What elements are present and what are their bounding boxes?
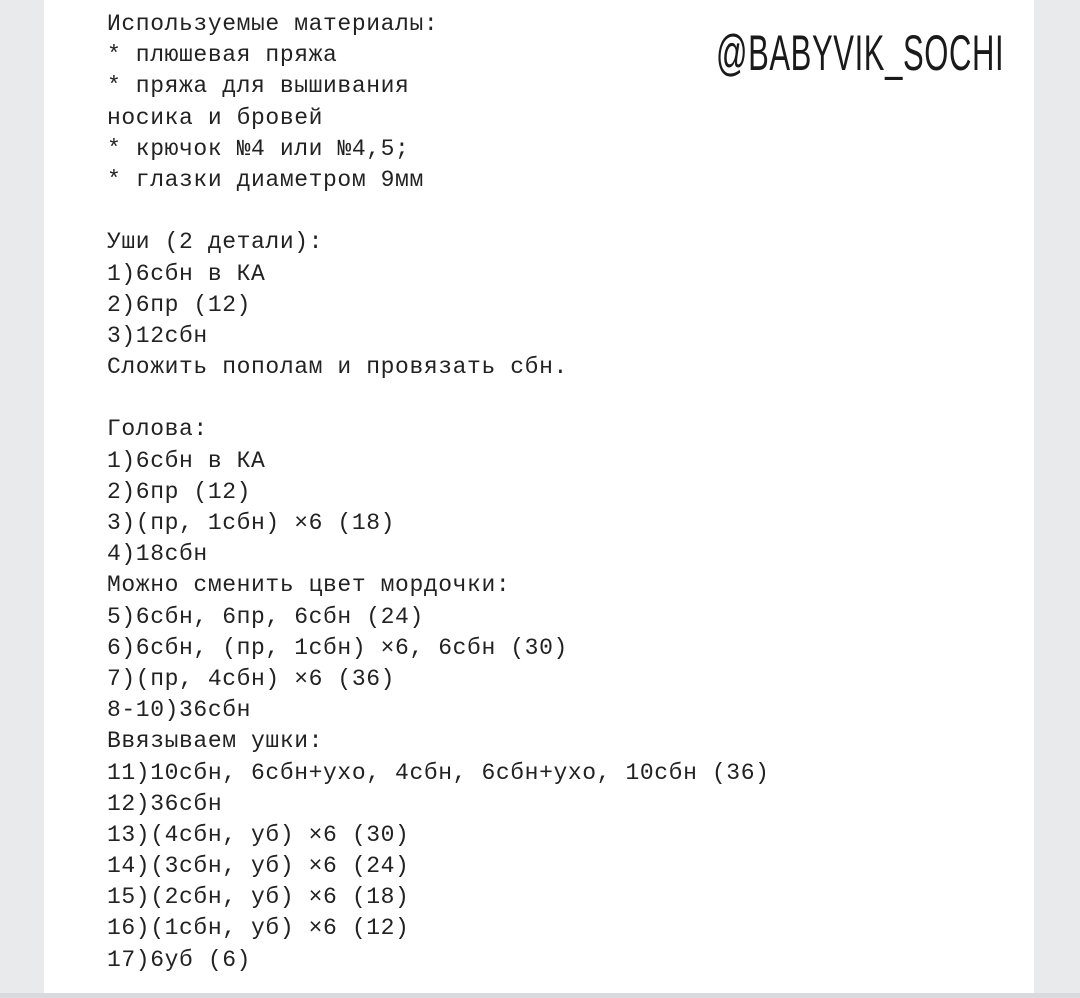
- head-row: Можно сменить цвет мордочки:: [107, 572, 511, 599]
- head-row: 4)18сбн: [107, 541, 208, 568]
- head-row: 6)6сбн, (пр, 1сбн) ×6, 6сбн (30): [107, 634, 568, 661]
- ears-row: 2)6пр (12): [107, 291, 252, 318]
- materials-item: * плюшевая пряжа: [107, 42, 338, 69]
- head-row: 8-10)36сбн: [107, 697, 252, 724]
- head-row: 11)10сбн, 6сбн+ухо, 4сбн, 6сбн+ухо, 10сбн (36): [107, 759, 770, 786]
- ears-row: Сложить пополам и провязать сбн.: [107, 354, 568, 381]
- ears-row: 3)12сбн: [107, 322, 208, 349]
- head-row: 5)6сбн, 6пр, 6сбн (24): [107, 603, 424, 630]
- materials-item: * пряжа для вышивания: [107, 73, 410, 100]
- head-row: 2)6пр (12): [107, 478, 252, 505]
- spacer: [107, 383, 770, 414]
- head-row: 1)6сбн в КА: [107, 447, 266, 474]
- head-row: 16)(1сбн, уб) ×6 (12): [107, 915, 410, 942]
- ears-title: Уши (2 детали):: [107, 229, 324, 256]
- head-row: 13)(4сбн, уб) ×6 (30): [107, 821, 410, 848]
- ears-row: 1)6сбн в КА: [107, 260, 266, 287]
- spacer: [107, 196, 770, 227]
- head-row: 15)(2сбн, уб) ×6 (18): [107, 884, 410, 911]
- head-title: Голова:: [107, 416, 208, 443]
- head-row: Ввязываем ушки:: [107, 728, 324, 755]
- materials-title: Используемые материалы:: [107, 11, 439, 37]
- head-row: 12)36сбн: [107, 790, 223, 817]
- materials-item: * крючок №4 или №4,5;: [107, 135, 410, 162]
- head-row: 17)6уб (6): [107, 946, 252, 973]
- watermark-handle: @BABYVIK_SOCHI: [716, 25, 1005, 81]
- head-row: 7)(пр, 4сбн) ×6 (36): [107, 665, 396, 692]
- head-row: 3)(пр, 1сбн) ×6 (18): [107, 510, 396, 536]
- materials-item: носика и бровей: [107, 104, 324, 131]
- page-bottom-edge: [0, 993, 1080, 998]
- pattern-text: [107, 9, 770, 976]
- head-row: 14)(3сбн, уб) ×6 (24): [107, 853, 410, 880]
- materials-item: * глазки диаметром 9мм: [107, 166, 424, 193]
